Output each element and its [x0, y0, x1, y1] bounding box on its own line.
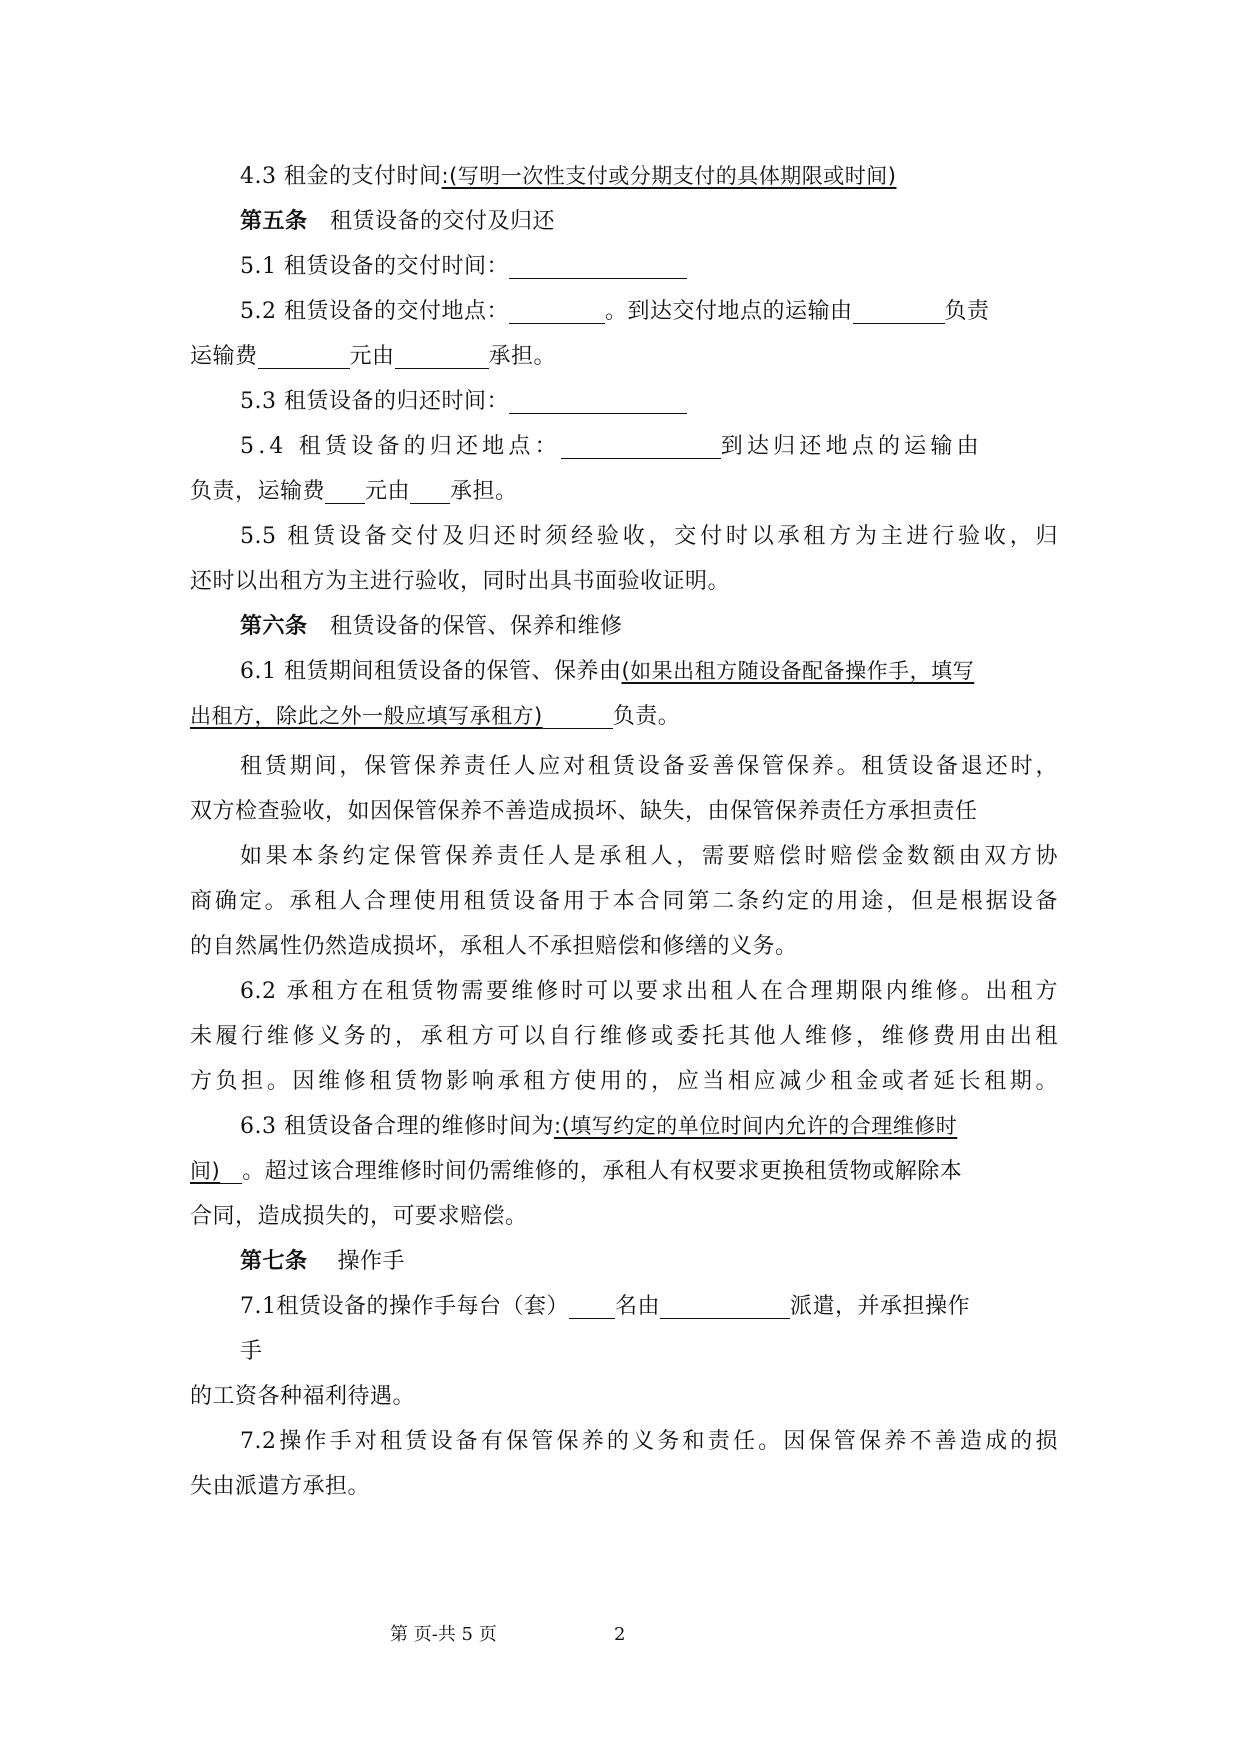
- clause-5-1: 5.1 租赁设备的交付时间：: [240, 244, 1058, 289]
- clause-6-2-line2: 未履行维修义务的，承租方可以自行维修或委托其他人维修，维修费用由出租: [190, 1024, 1058, 1049]
- delivery-fee-party-blank[interactable]: [395, 342, 489, 369]
- operator-dispatch-party-blank[interactable]: [660, 1292, 790, 1319]
- clause-7-1-wrap: 手: [240, 1339, 263, 1364]
- clause-7-1: 7.1租赁设备的操作手每台（套） 名由 派遣，并承担操作: [240, 1294, 971, 1319]
- footer-page-info: 第 页-共 5 页: [390, 1624, 497, 1645]
- return-time-blank[interactable]: [509, 387, 687, 414]
- delivery-place-blank[interactable]: [509, 297, 605, 324]
- clause-4-3-hint: (写明一次性支付或分期支付的具体期限或时间): [449, 164, 897, 188]
- clause-6-1-hint-1: (如果出租方随设备配备操作手，填写: [621, 659, 975, 683]
- clause-6-2-line3: 方负担。因维修租赁物影响承租方使用的，应当相应减少租金或者延长租期。: [190, 1069, 1058, 1094]
- operator-count-blank[interactable]: [569, 1292, 615, 1319]
- return-fee-blank[interactable]: [325, 477, 365, 504]
- para-liability-line1: 如果本条约定保管保养责任人是承租人，需要赔偿时赔偿金数额由双方协: [240, 844, 1058, 869]
- clause-7-2-line2: 失由派遣方承担。: [190, 1474, 371, 1499]
- delivery-fee-blank[interactable]: [258, 342, 350, 369]
- clause-6-3-end: 合同，造成损失的，可要求赔偿。: [190, 1204, 528, 1229]
- clause-6-1-hint-2: 出租方，除此之外一般应填写承租方): [190, 704, 543, 728]
- para-custody-line1: 租赁期间，保管保养责任人应对租赁设备妥善保管保养。租赁设备退还时，: [240, 754, 1058, 779]
- delivery-time-blank[interactable]: [509, 252, 687, 279]
- article-7-heading: 第七条 操作手: [240, 1248, 406, 1274]
- clause-6-2-line1: 6.2 承租方在租赁物需要维修时可以要求出租人在合理期限内维修。出租方: [240, 979, 1058, 1004]
- clause-5-5-line1: 5.5 租赁设备交付及归还时须经验收，交付时以承租方为主进行验收，归: [240, 524, 1058, 549]
- clause-6-3: 6.3 租赁设备合理的维修时间为:(填写约定的单位时间内允许的合理维修时: [240, 1114, 958, 1139]
- clause-6-3-hint-1: (填写约定的单位时间内允许的合理维修时: [561, 1114, 958, 1138]
- clause-5-4-cont: 负责，运输费 元由 承担。: [190, 479, 518, 504]
- clause-6-3-hint-2: 间): [190, 1159, 221, 1183]
- clause-7-2-line1: 7.2操作手对租赁设备有保管保养的义务和责任。因保管保养不善造成的损: [240, 1429, 1058, 1454]
- footer-page-number: 2: [614, 1624, 626, 1645]
- clause-5-3: 5.3 租赁设备的归还时间：: [240, 379, 1058, 424]
- para-custody-line2: 双方检查验收，如因保管保养不善造成损坏、缺失，由保管保养责任方承担责任: [190, 799, 978, 824]
- clause-6-3-cont: 间) 。超过该合理维修时间仍需维修的，承租人有权要求更换租赁物或解除本: [190, 1159, 963, 1184]
- clause-5-4: 5.4 租赁设备的归还地点： 到达归还地点的运输由: [240, 434, 983, 459]
- clause-5-2: 5.2 租赁设备的交付地点： 。到达交付地点的运输由 负责: [240, 299, 990, 324]
- document-page: [190, 0, 1058, 1754]
- clause-6-1: 6.1 租赁期间租赁设备的保管、保养由(如果出租方随设备配备操作手，填写: [240, 659, 975, 684]
- article-5-heading: 第五条 租赁设备的交付及归还: [240, 208, 556, 234]
- delivery-transport-party-blank[interactable]: [853, 297, 945, 324]
- clause-4-3: 4.3 租金的支付时间:(写明一次性支付或分期支付的具体期限或时间): [240, 164, 897, 189]
- clause-6-1-cont: 出租方，除此之外一般应填写承租方) 负责。: [190, 704, 681, 729]
- return-place-blank[interactable]: [561, 432, 721, 459]
- para-liability-line2: 商确定。承租人合理使用租赁设备用于本合同第二条约定的用途，但是根据设备: [190, 889, 1058, 914]
- article-6-heading: 第六条 租赁设备的保管、保养和维修: [240, 613, 623, 639]
- clause-5-2-cont: 运输费 元由 承担。: [190, 344, 557, 369]
- clause-7-1-cont: 的工资各种福利待遇。: [190, 1384, 416, 1409]
- para-liability-line3: 的自然属性仍然造成损坏，承租人不承担赔偿和修缮的义务。: [190, 934, 798, 959]
- clause-5-5-line2: 还时以出租方为主进行验收，同时出具书面验收证明。: [190, 569, 731, 594]
- return-fee-party-blank[interactable]: [410, 477, 450, 504]
